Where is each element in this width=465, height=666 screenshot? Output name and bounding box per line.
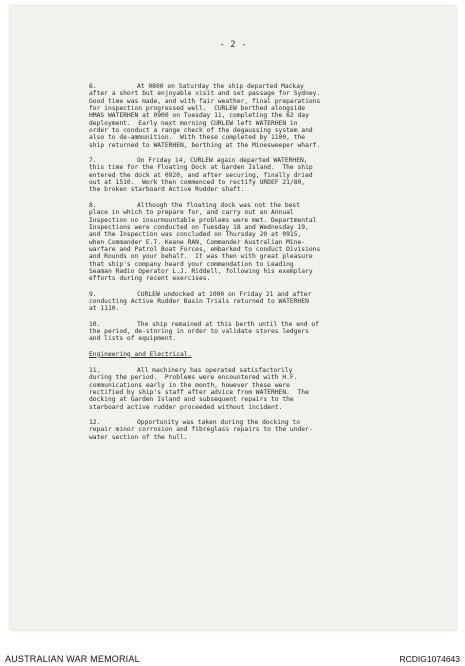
- paragraph-line: [89, 396, 389, 403]
- paragraph-line: [89, 179, 389, 186]
- paragraph-line: [89, 127, 389, 134]
- paragraph-line: [89, 426, 389, 433]
- paragraph-text: that ship's company heard your commendation to Leading: [89, 260, 294, 268]
- paragraph-line: [89, 335, 389, 342]
- paragraph-line: [89, 202, 389, 209]
- paragraph-line: [89, 275, 389, 282]
- section-heading: Engineering and Electrical.: [89, 350, 192, 358]
- paragraph-number: 11.: [89, 367, 101, 374]
- paragraph-line: [89, 321, 389, 328]
- paragraph-text: ship returned to WATERHEN, berthing at the Minesweeper wharf.: [89, 141, 321, 149]
- paragraph-text: At 0800 on Saturday the ship departed Mackay: [137, 83, 304, 90]
- paragraph-line: [89, 389, 389, 396]
- paragraph: [89, 202, 389, 283]
- paragraph: [89, 83, 389, 149]
- paragraph-text: conducting Active Rudder Basin Trials returned to WATERHEN: [89, 297, 309, 305]
- paragraph-text: water section of the hull.: [89, 433, 188, 441]
- paragraph-line: [89, 239, 389, 246]
- paragraph-text: place in which to prepare for, and carry out an Annual: [89, 209, 294, 217]
- paragraph-line: [89, 164, 389, 171]
- paragraph-text: entered the dock at 0920, and after securing, finally dried: [89, 171, 313, 179]
- paragraph-line: [89, 217, 389, 224]
- paragraph-line: [89, 367, 389, 374]
- paragraph-group-engineering: [89, 367, 389, 441]
- paragraph-line: [89, 120, 389, 127]
- paragraph-number: 6.: [89, 83, 97, 90]
- paragraph-text: docking at Garden Island and subsequent repairs to the: [89, 396, 294, 404]
- paragraph-text: when Commander E.T. Keane RAN, Commander Australian Mine-: [89, 238, 306, 246]
- paragraph-text: at 1110.: [89, 305, 120, 313]
- paragraph-group-main: [89, 83, 389, 343]
- paragraph-text: the broken starboard Active Rudder shaft.: [89, 186, 245, 194]
- page-number: - 2 -: [219, 40, 247, 50]
- paragraph-text: Good time was made, and with fair weather, final preparations: [89, 97, 321, 105]
- paragraph-text: Although the floating dock was not the best: [137, 201, 301, 209]
- document-page: [10, 6, 456, 630]
- paragraph-line: [89, 434, 389, 441]
- paragraph-text: and Rounds on your behalf. It was then with great pleasure: [89, 253, 313, 261]
- paragraph-text: also to de-ammunition. With these completed by 1100, the: [89, 134, 306, 142]
- paragraph-text: repair minor corrosion and fibreglass repairs to the under-: [89, 426, 313, 434]
- paragraph-line: [89, 298, 389, 305]
- paragraph-line: [89, 83, 389, 90]
- paragraph-line: [89, 253, 389, 260]
- paragraph-number: 9.: [89, 290, 97, 298]
- paragraph: [89, 291, 389, 313]
- paragraph-line: [89, 419, 389, 426]
- paragraph-line: [89, 246, 389, 253]
- paragraph-line: [89, 112, 389, 119]
- paragraph-line: [89, 172, 389, 179]
- paragraph-line: [89, 328, 389, 335]
- paragraph-text: starboard active rudder proceeded without incident.: [89, 403, 283, 411]
- paragraph-number: 10.: [89, 320, 101, 328]
- paragraph-text: CURLEW undocked at 1000 on Friday 21 and after: [137, 290, 312, 298]
- paragraph-line: [89, 186, 389, 193]
- paragraph-line: [89, 224, 389, 231]
- paragraph-text: Opportunity was taken during the docking to: [137, 419, 301, 427]
- paragraph-line: [89, 404, 389, 411]
- paragraph-text: On Friday 14, CURLEW again departed WATERHEN,: [137, 157, 308, 165]
- paragraph-text: out at 1510. Work then commenced to rectify URDEF 21/80,: [89, 179, 306, 187]
- paragraph: [89, 157, 389, 194]
- paragraph-line: [89, 261, 389, 268]
- paragraph-text: All machinery has operated satisfactorily: [137, 367, 293, 374]
- paragraph-text: for inspection progressed well. CURLEW berthed alongside: [89, 105, 306, 113]
- paragraph: [89, 367, 389, 411]
- paragraph-text: The ship remained at this berth until the end of: [137, 320, 319, 328]
- paragraph-line: [89, 231, 389, 238]
- paragraph-text: order to conduct a range check of the degaussing system and: [89, 127, 313, 135]
- document-body: [89, 83, 389, 449]
- paragraph-text: Inspections were conducted on Tuesday 18 and Wednesday 19,: [89, 223, 309, 231]
- paragraph-text: after a short but enjoyable visit and set passage for Sydney.: [89, 90, 321, 98]
- paragraph-line: [89, 105, 389, 112]
- paragraph-text: communications early in the month, however these were: [89, 381, 290, 389]
- paragraph: [89, 321, 389, 343]
- paragraph-text: and the Inspection was concluded on Thursday 20 at 0915,: [89, 231, 302, 239]
- paragraph-line: [89, 291, 389, 298]
- paragraph-line: [89, 268, 389, 275]
- paragraph-line: [89, 305, 389, 312]
- paragraph-text: Seaman Radio Operator L.J. Riddell, following his exemplary: [89, 267, 313, 275]
- footer-record-id: RCDIG1074643: [399, 654, 460, 664]
- paragraph-line: [89, 98, 389, 105]
- paragraph-line: [89, 382, 389, 389]
- paragraph-text: Inspection no insurmountable problems were met. Departmental: [89, 216, 317, 224]
- paragraph-line: [89, 209, 389, 216]
- paragraph-text: this time for the Floating Dock at Garden Island. The ship: [89, 164, 313, 172]
- paragraph-line: [89, 374, 389, 381]
- paragraph-text: deployment. Early next morning CURLEW left WATERHEN in: [89, 119, 298, 127]
- paragraph-line: [89, 90, 389, 97]
- paragraph-text: the period, de-storing in order to validate stores ledgers: [89, 327, 309, 335]
- paragraph-line: [89, 142, 389, 149]
- paragraph-text: during the period. Problems were encountered with H.F.: [89, 374, 298, 382]
- paragraph-line: [89, 157, 389, 164]
- footer-archive-name: AUSTRALIAN WAR MEMORIAL: [5, 654, 140, 664]
- paragraph-text: warfare and Patrol Boat Forces, embarked to conduct Divisions: [89, 245, 321, 253]
- paragraph-text: HMAS WATERHEN at 0900 on Tuesday 11, completing the 62 day: [89, 112, 309, 120]
- paragraph-number: 7.: [89, 157, 97, 165]
- paragraph-number: 12.: [89, 419, 101, 427]
- paragraph-number: 8.: [89, 201, 97, 209]
- paragraph-text: and lists of equipment.: [89, 335, 177, 343]
- paragraph-text: efforts during recent exercises.: [89, 275, 211, 283]
- paragraph-text: rectified by ship's staff after advice from WATERHEN. The: [89, 389, 309, 397]
- paragraph-line: [89, 134, 389, 141]
- paragraph: [89, 419, 389, 441]
